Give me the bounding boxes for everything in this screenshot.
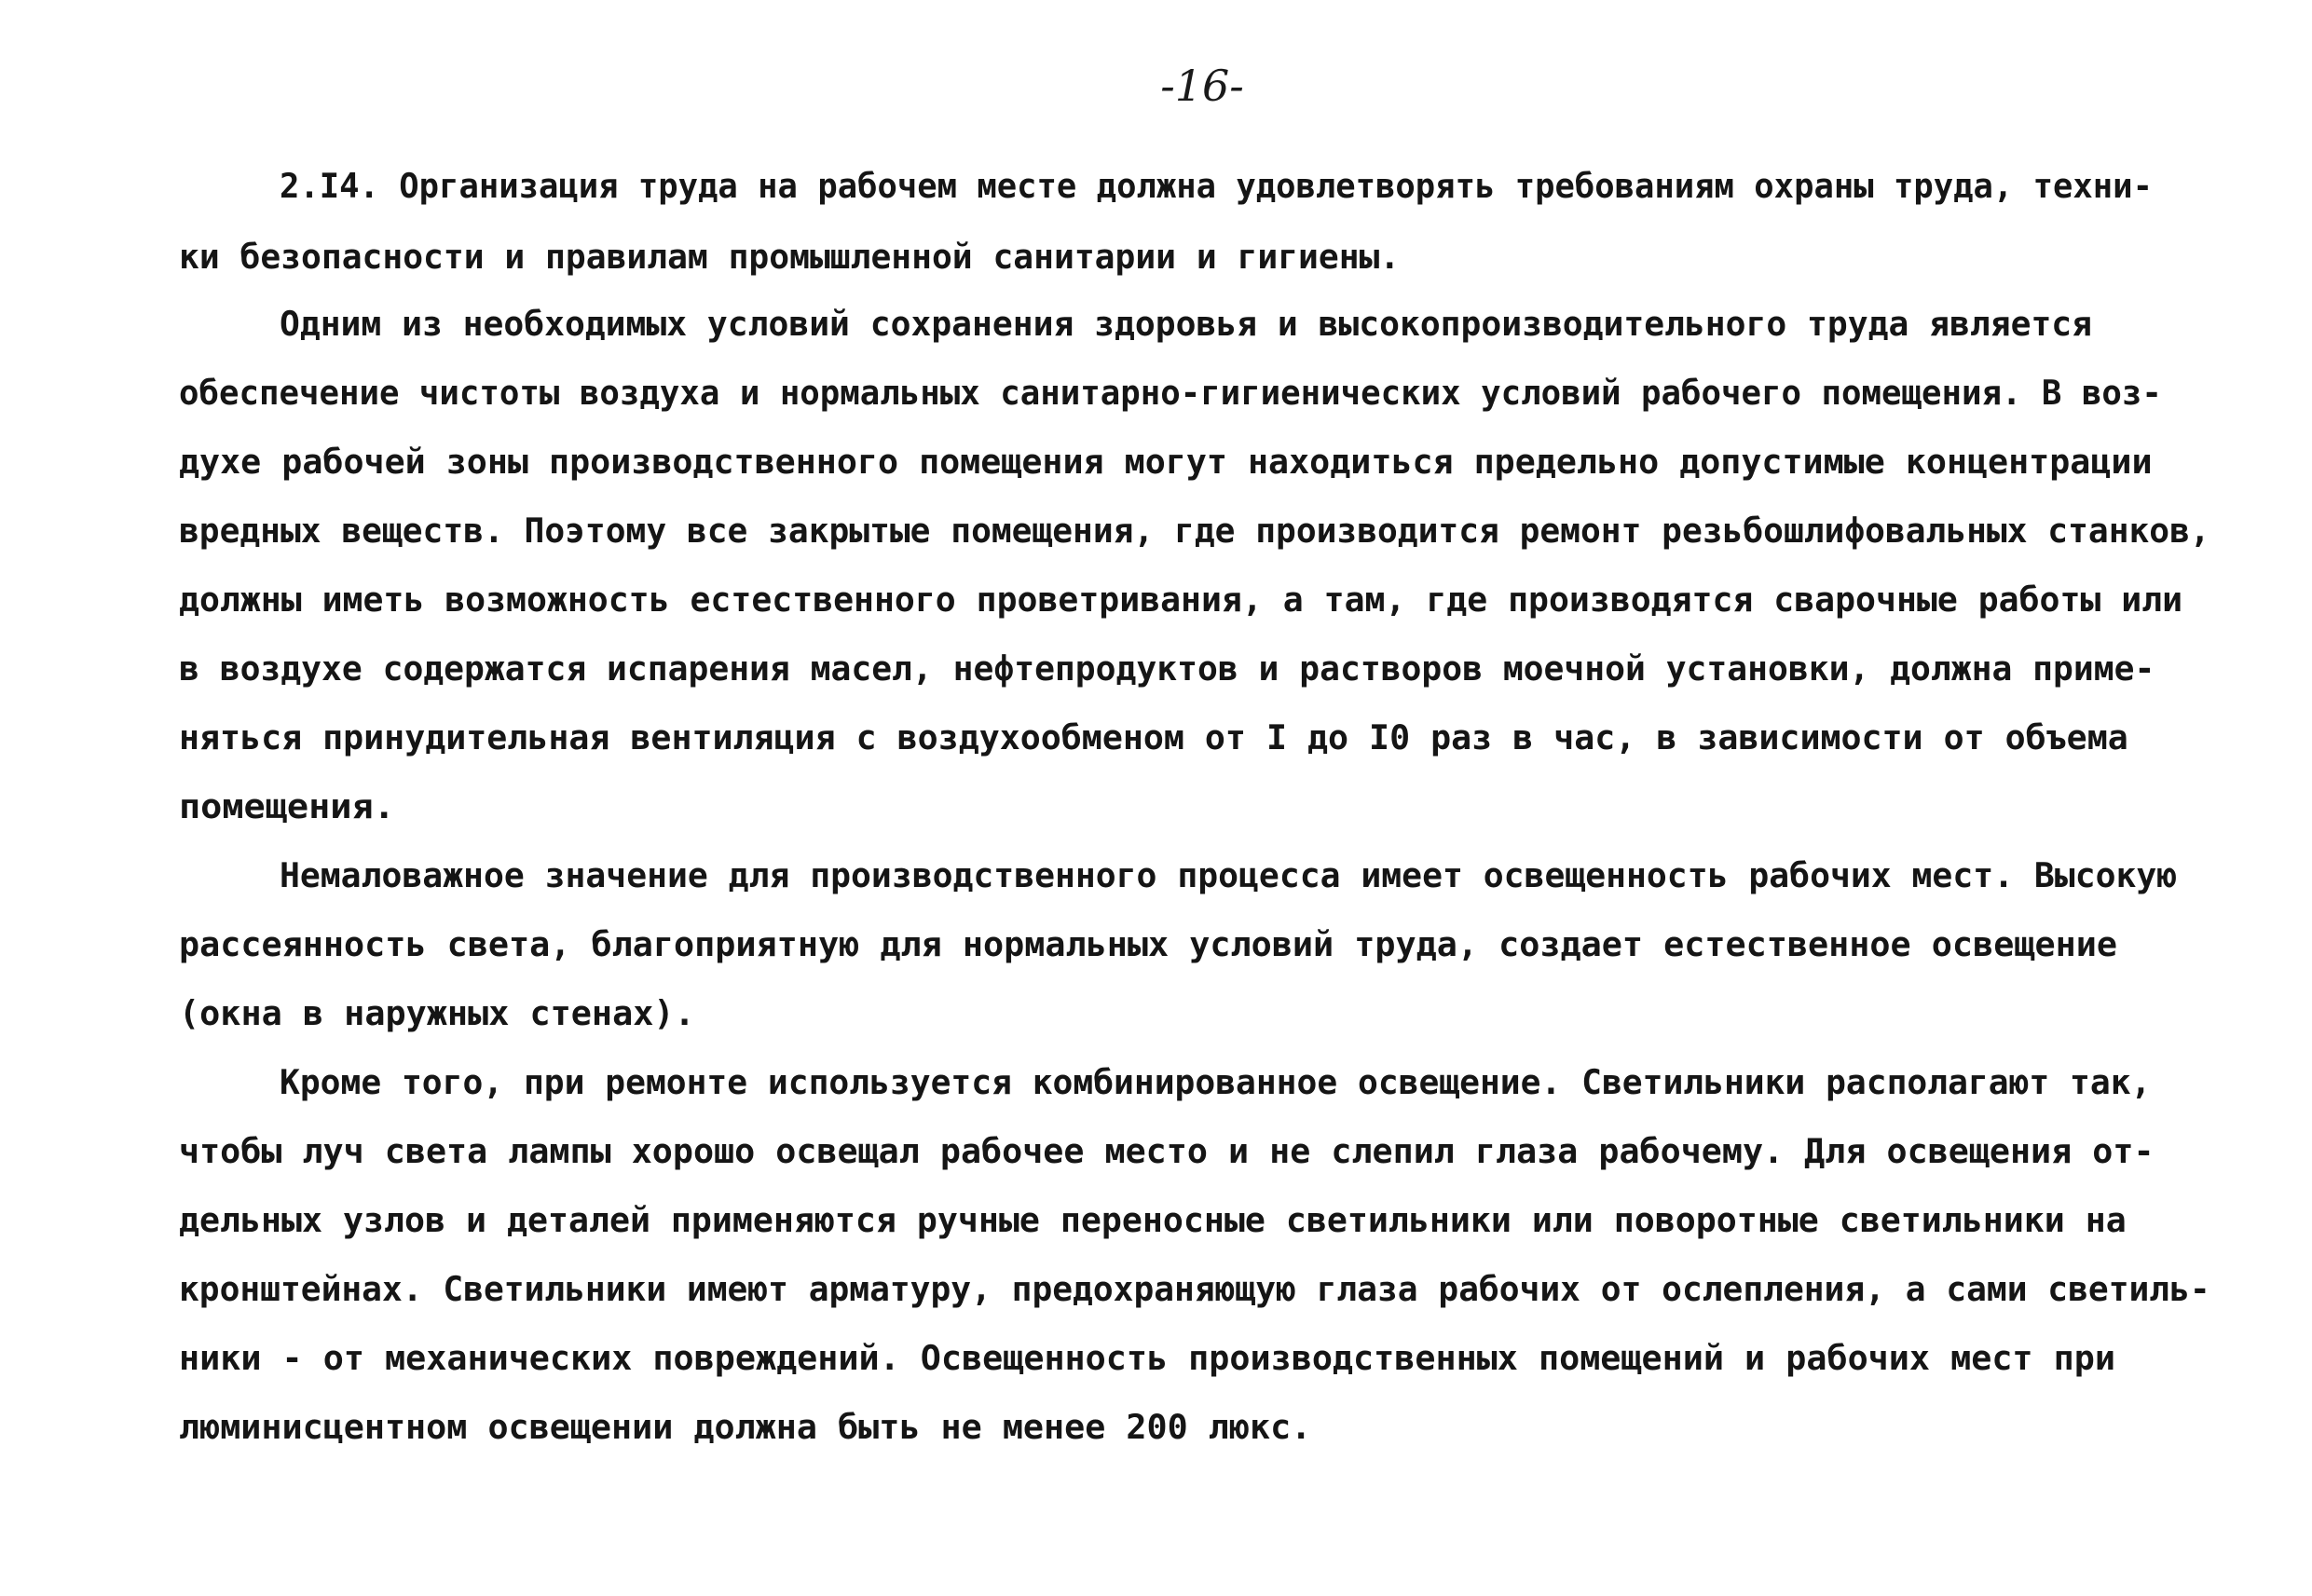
page-number: -16- bbox=[1160, 61, 1244, 111]
text-line: духе рабочей зоны производственного помещения могут находиться предельно допустимые концентрации bbox=[179, 442, 2153, 482]
text-line: обеспечение чистоты воздуха и нормальных санитарно-гигиенических условий рабочего помещения. В воз- bbox=[179, 373, 2162, 413]
text-line: 2.I4. Организация труда на рабочем месте должна удовлетворять требованиям охраны труда, техни- bbox=[280, 166, 2153, 206]
text-line: чтобы луч света лампы хорошо освещал рабочее место и не слепил глаза рабочему. Для освещения от- bbox=[179, 1131, 2155, 1171]
text-line: Одним из необходимых условий сохранения здоровья и высокопроизводительного труда является bbox=[280, 304, 2093, 344]
text-line: рассеянность света, благоприятную для нормальных условий труда, создает естественное освещение bbox=[179, 924, 2117, 964]
text-line: в воздухе содержатся испарения масел, нефтепродуктов и растворов моечной установки, должна приме- bbox=[179, 648, 2155, 689]
text-line: вредных веществ. Поэтому все закрытые помещения, где производится ремонт резьбошлифовальных станков, bbox=[179, 511, 2210, 551]
text-line: няться принудительная вентиляция с воздухообменом от I до I0 раз в час, в зависимости от объема bbox=[179, 717, 2128, 757]
text-line: ники - от механических повреждений. Освещенность производственных помещений и рабочих мест при bbox=[179, 1338, 2115, 1378]
text-line: Немаловажное значение для производственного процесса имеет освещенность рабочих мест. Высокую bbox=[280, 855, 2178, 895]
text-line: должны иметь возможность естественного проветривания, а там, где производятся сварочные работы или bbox=[179, 580, 2183, 620]
text-line: люминисцентном освещении должна быть не менее 200 люкс. bbox=[179, 1407, 1312, 1447]
text-line: (окна в наружных стенах). bbox=[179, 993, 695, 1033]
text-line: помещения. bbox=[179, 786, 395, 826]
text-line: дельных узлов и деталей применяются ручные переносные светильники или поворотные светильники на bbox=[179, 1200, 2127, 1240]
text-line: кронштейнах. Светильники имеют арматуру, предохраняющую глаза рабочих от ослепления, а сами светиль- bbox=[179, 1269, 2210, 1309]
text-line: Кроме того, при ремонте используется комбинированное освещение. Светильники располагают так, bbox=[280, 1062, 2152, 1102]
text-line: ки безопасности и правилам промышленной санитарии и гигиены. bbox=[179, 237, 1401, 277]
